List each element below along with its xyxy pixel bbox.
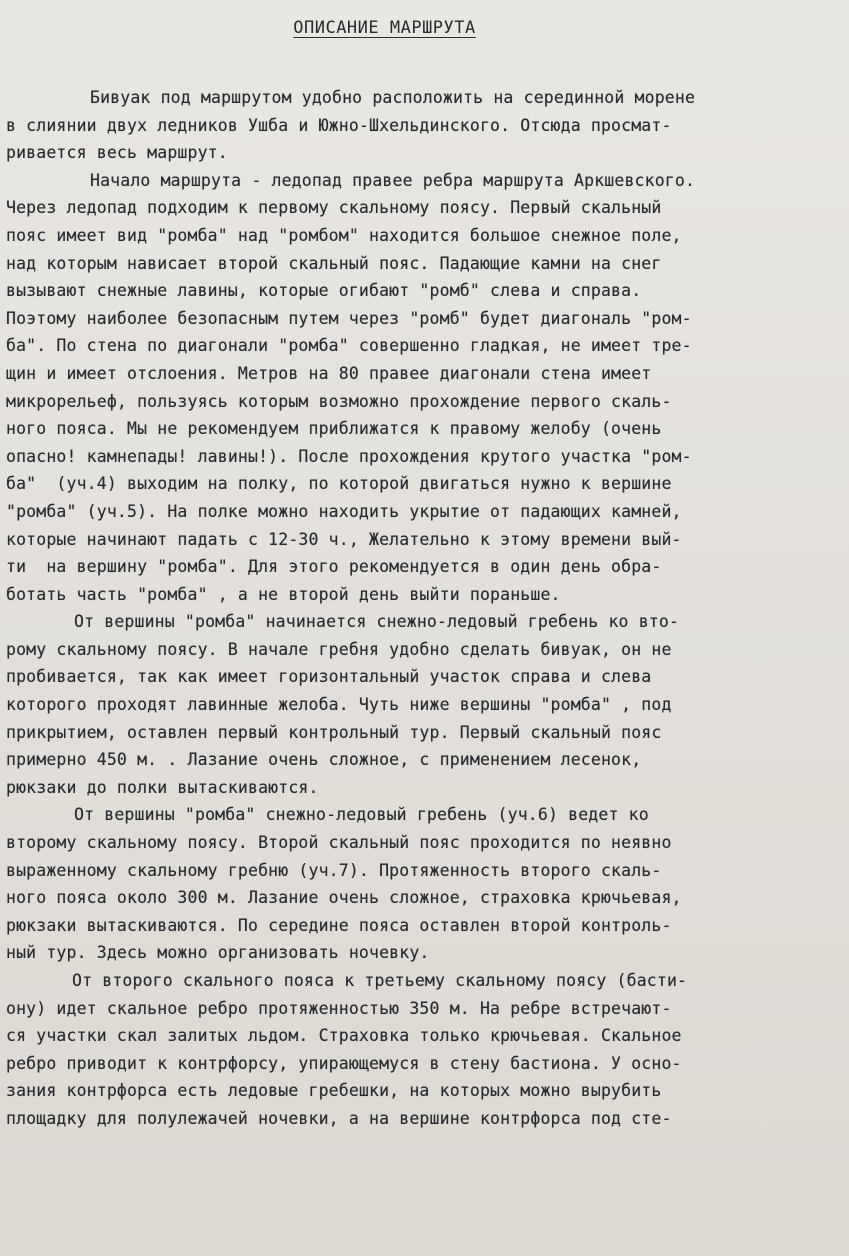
text-line: От вершины "ромба" начинается снежно-ледовый гребень ко вто-: [74, 612, 680, 632]
text-line: ный тур. Здесь можно организовать ночевку.: [6, 943, 430, 963]
text-line: прикрытием, оставлен первый контрольный тур. Первый скальный пояс: [6, 722, 662, 742]
page-title: ОПИСАНИЕ МАРШРУТА: [293, 18, 476, 38]
text-line: Поэтому наиболее безопасным путем через "ромб" будет диагональ "ром-: [6, 308, 692, 328]
text-line: щин и имеет отслоения. Метров на 80 правее диагонали стена имеет: [6, 363, 652, 383]
text-line: От второго скального пояса к третьему скальному поясу (басти-: [72, 971, 688, 990]
text-line: пояс имеет вид "ромба" над "ромбом" находится большое снежное поле,: [6, 225, 682, 245]
text-line: которые начинают падать с 12-30 ч., Желательно к этому времени вый-: [6, 529, 682, 549]
text-line: ного пояса около 300 м. Лазание очень сложное, страховка крючьевая,: [6, 888, 682, 908]
text-line: Через ледопад подходим к первому скальному поясу. Первый скальный: [6, 198, 662, 218]
text-line: ба". По стена по диагонали "ромба" совершенно гладкая, не имеет тре-: [6, 336, 692, 356]
text-line: ся участки скал залитых льдом. Страховка только крючьевая. Скальное: [6, 1026, 682, 1046]
text-line: ривается весь маршрут.: [6, 143, 228, 163]
text-line: второму скальному поясу. Второй скальный пояс проходится по неявно: [6, 833, 672, 853]
text-line: ба" (уч.4) выходим на полку, по которой двигаться нужно к вершине: [6, 474, 672, 494]
text-line: "ромба" (уч.5). На полке можно находить укрытие от падающих камней,: [6, 501, 682, 521]
text-line: ти на вершину "ромба". Для этого рекомендуется в один день обра-: [6, 557, 662, 577]
text-line: микрорельеф, пользуясь которым возможно прохождение первого скаль-: [6, 391, 672, 411]
text-line: ного пояса. Мы не рекомендуем приближатся к правому желобу (очень: [6, 419, 662, 439]
text-line: ону) идет скальное ребро протяженностью 350 м. На ребре встречают-: [6, 998, 672, 1018]
text-line: которого проходят лавинные желоба. Чуть ниже вершины "ромба" , под: [6, 695, 672, 715]
text-line: опасно! камнепады! лавины!). После прохождения крутого участка "ром-: [6, 446, 692, 466]
text-line: пробивается, так как имеет горизонтальный участок справа и слева: [6, 667, 652, 687]
text-line: рому скальному поясу. В начале гребня удобно сделать бивуак, он не: [6, 639, 672, 659]
text-line: Бивуак под маршрутом удобно расположить на серединной морене: [90, 88, 696, 107]
text-line: выраженному скальному гребню (уч.7). Протяженность второго скаль-: [6, 860, 662, 880]
text-line: над которым нависает второй скальный пояс. Падающие камни на снег: [6, 253, 662, 273]
text-line: в слиянии двух ледников Ушба и Южно-Шхельдинского. Отсюда просмат-: [6, 115, 672, 135]
text-line: примерно 450 м. . Лазание очень сложное, с применением лесенок,: [6, 750, 642, 770]
text-line: рюкзаки до полки вытаскиваются.: [6, 777, 319, 797]
text-line: ребро приводит к контрфорсу, упирающемуся в стену бастиона. У осно-: [6, 1053, 682, 1073]
text-line: площадку для полулежачей ночевки, а на вершине контрфорса под сте-: [6, 1108, 672, 1128]
text-line: вызывают снежные лавины, которые огибают "ромб" слева и справа.: [6, 281, 642, 301]
text-line: рюкзаки вытаскиваются. По середине пояса оставлен второй контроль-: [6, 915, 672, 935]
text-line: ботать часть "ромба" , а не второй день выйти пораньше.: [6, 584, 561, 604]
text-line: От вершины "ромба" снежно-ледовый гребень (уч.6) ведет ко: [74, 805, 649, 825]
text-line: зания контрфорса есть ледовые гребешки, на которых можно вырубить: [6, 1081, 662, 1101]
text-line: Начало маршрута - ледопад правее ребра маршрута Аркшевского.: [90, 170, 696, 190]
document-body: [6, 84, 836, 1133]
